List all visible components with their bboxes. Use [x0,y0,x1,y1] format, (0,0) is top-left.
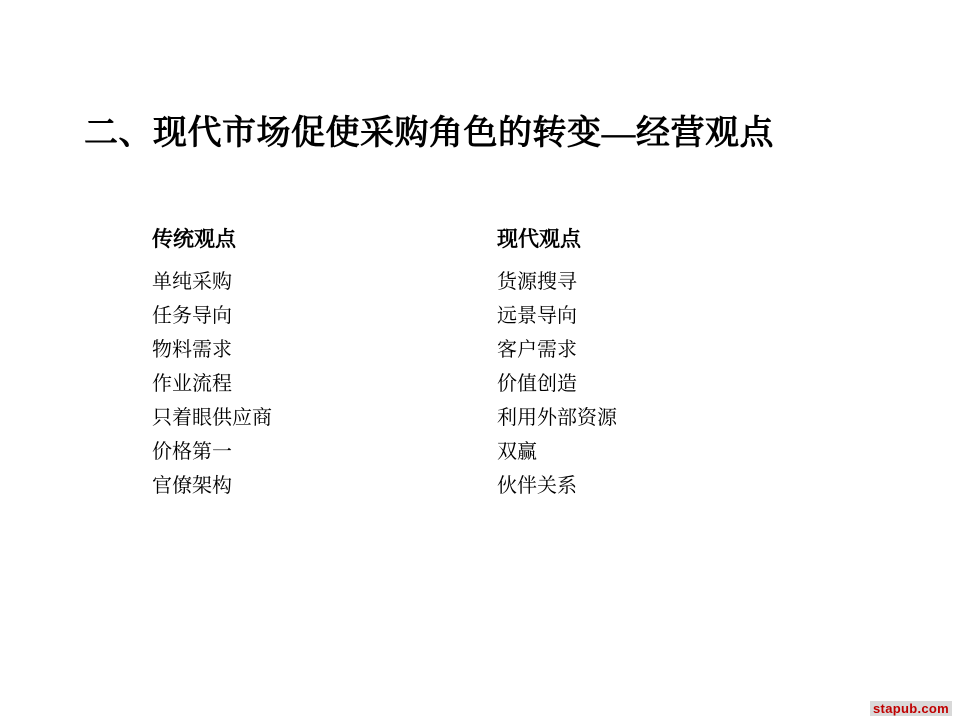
watermark: stapub.com [870,701,952,716]
list-item: 只着眼供应商 [152,407,272,429]
comparison-columns [152,222,842,503]
column-header-traditional: 传统观点 [152,227,236,251]
column-modern [497,222,842,503]
list-item: 利用外部资源 [497,407,617,429]
list-item: 远景导向 [497,305,577,327]
list-item: 价值创造 [497,373,577,395]
list-item: 双赢 [497,441,537,463]
list-item: 货源搜寻 [497,271,577,293]
page-title: 二、现代市场促使采购角色的转变—经营观点 [84,115,774,152]
list-item: 物料需求 [152,339,232,361]
list-item: 任务导向 [152,305,232,327]
list-item: 作业流程 [152,373,232,395]
list-item: 价格第一 [152,441,232,463]
list-item: 客户需求 [497,339,577,361]
list-item: 伙伴关系 [497,475,577,497]
column-traditional [152,222,497,503]
list-item: 单纯采购 [152,271,232,293]
list-item: 官僚架构 [152,475,232,497]
column-header-modern: 现代观点 [497,227,581,251]
